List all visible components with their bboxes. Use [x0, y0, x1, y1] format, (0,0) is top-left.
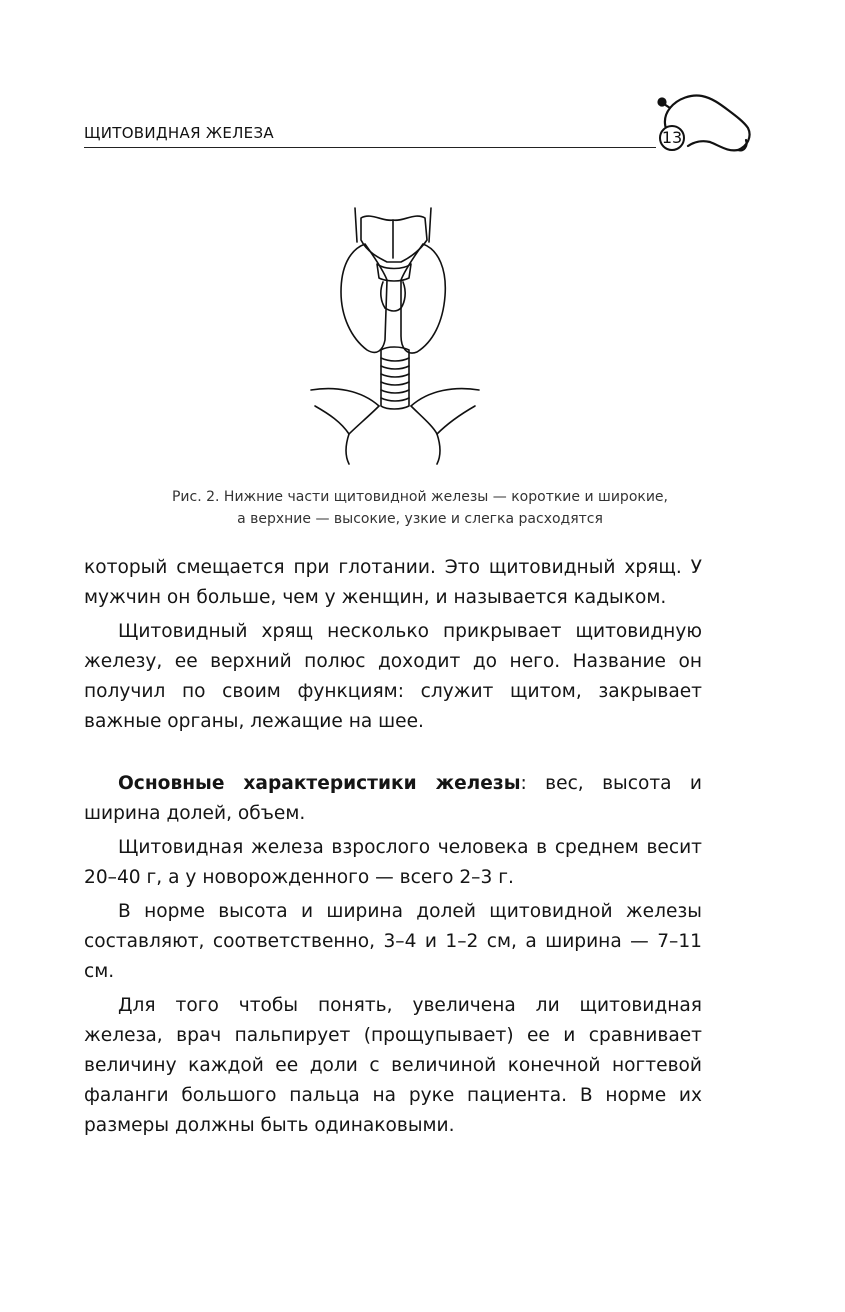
bold-lead: Основные характеристики железы: [118, 773, 521, 794]
paragraph: который смещается при глотании. Это щитовидный хрящ. У мужчин он больше, чем у женщин, и называется кадыком.: [84, 557, 702, 608]
stethoscope-icon: [640, 80, 760, 170]
header-rule: [84, 147, 656, 148]
paragraph-rest: : вес, высота и ширина долей, объем.: [84, 773, 702, 824]
figure-caption: [120, 486, 720, 530]
paragraph: Щитовидная железа взрослого человека в среднем весит 20–40 г, а у новорожденного — всего 2–3 г.: [84, 837, 702, 888]
paragraph-characteristics: [84, 769, 702, 829]
thyroid-illustration: [305, 200, 485, 465]
body-text: [84, 553, 702, 1141]
paragraph: В норме высота и ширина долей щитовидной железы составляют, соответственно, 3–4 и 1–2 см, а ширина — 7–11 см.: [84, 901, 702, 982]
caption-line-2: а верхние — высокие, узкие и слегка расходятся: [237, 511, 603, 527]
paragraph: Для того чтобы понять, увеличена ли щитовидная железа, врач пальпирует (прощупывает) ее и сравнивает величину каждой ее доли с величиной конечной ногтевой фаланги большого пальца на руке пациента. В норме их размеры должны быть одинаковыми.: [84, 995, 702, 1136]
page-number: 13: [661, 128, 683, 147]
paragraph: Щитовидный хрящ несколько прикрывает щитовидную железу, ее верхний полюс доходит до него. Название он получил по своим функциям: служит щитом, закрывает важные органы, лежащие на шее.: [84, 621, 702, 732]
running-title: ЩИТОВИДНАЯ ЖЕЛЕЗА: [84, 124, 274, 142]
caption-line-1: Рис. 2. Нижние части щитовидной железы — короткие и широкие,: [171, 489, 668, 505]
